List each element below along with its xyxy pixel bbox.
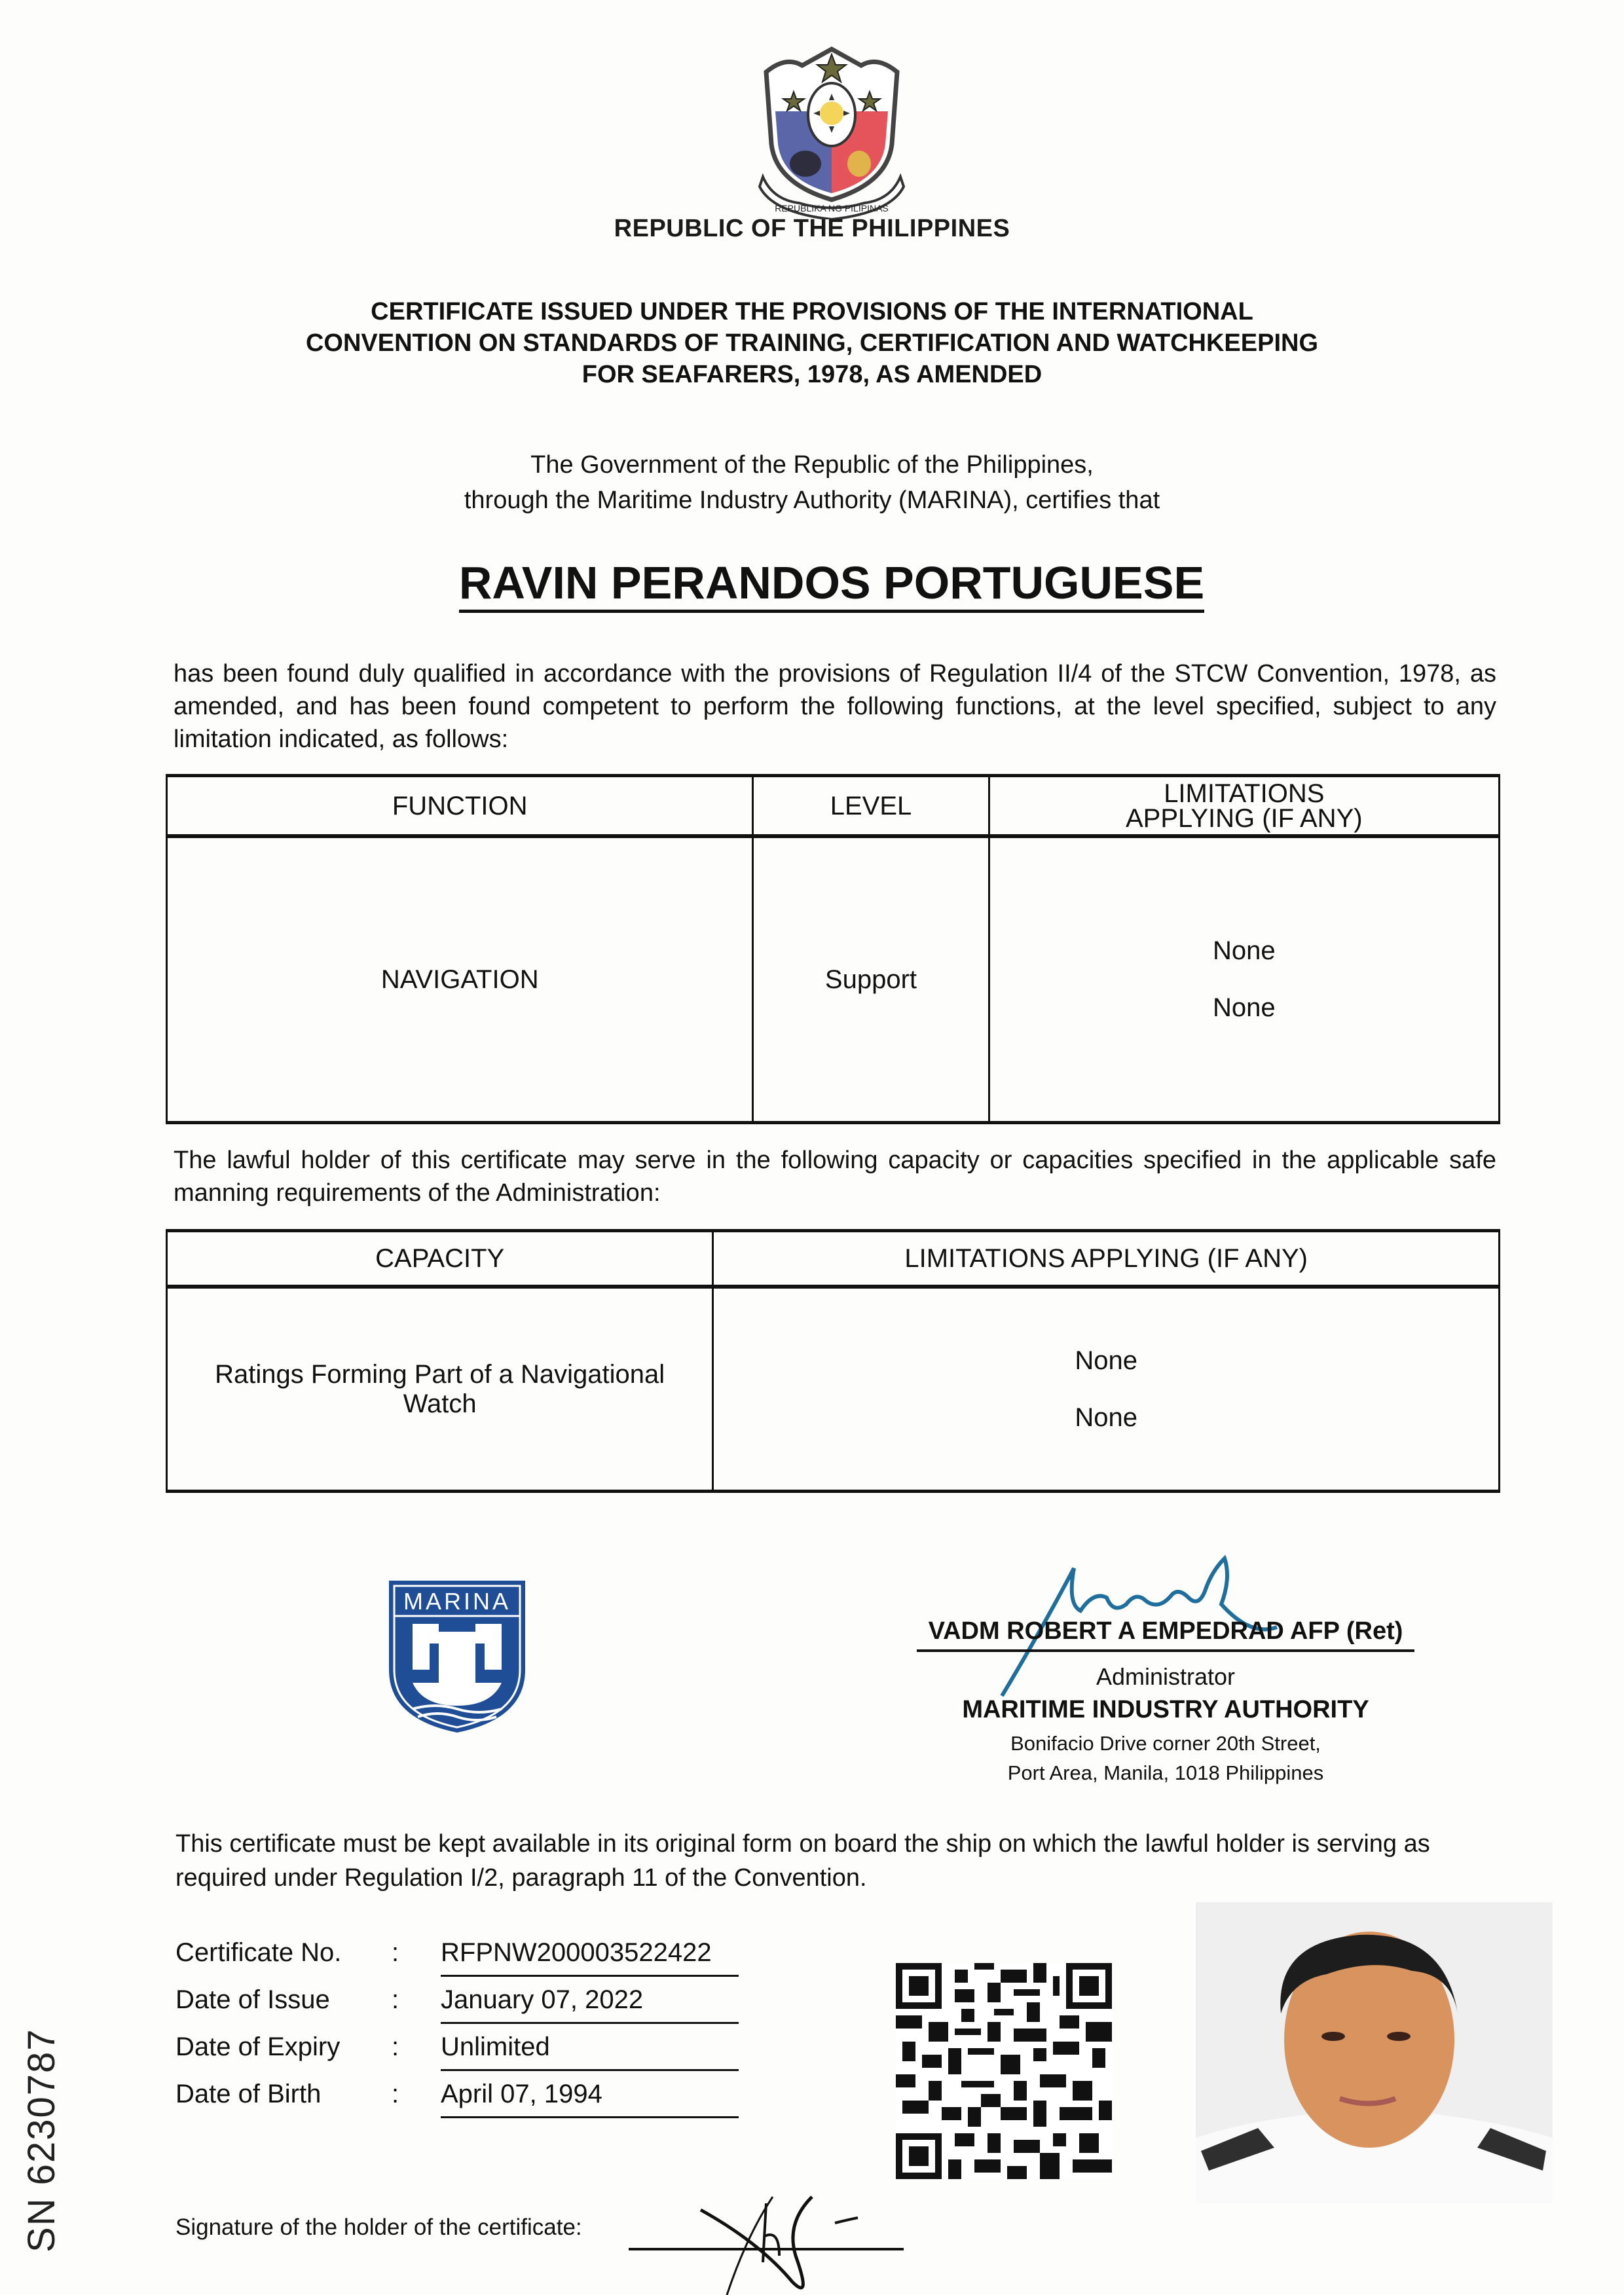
detail-label: Certificate No. [175,1938,342,1967]
detail-label: Date of Expiry [175,2032,341,2061]
functions-table-header [167,776,1500,837]
detail-date-of-issue [175,1985,765,2031]
detail-value: January 07, 2022 [441,1985,739,2024]
limitation-value: None [1212,936,1276,965]
certification-intro [0,447,1624,518]
holder-signature-icon [681,2184,877,2295]
detail-certificate-no [175,1938,765,1984]
header-limitations: LIMITATIONS APPLYING (IF ANY) [713,1231,1500,1287]
capacity-table-header [167,1231,1500,1287]
level-cell: Support [753,836,989,1123]
heading-line-1: CERTIFICATE ISSUED UNDER THE PROVISIONS OF THE INTERNATIONAL [371,298,1253,325]
organization-address [904,1729,1428,1788]
serial-number: SN 6230787 [20,2028,63,2252]
holder-name [0,557,1624,609]
detail-value: Unlimited [441,2032,739,2071]
table-row [167,1287,1500,1492]
heading-line-3: FOR SEAFARERS, 1978, AS AMENDED [581,361,1043,388]
svg-text:MARINA: MARINA [403,1588,511,1615]
detail-colon: : [392,1985,399,2014]
detail-colon: : [392,1938,399,1967]
issuing-organization: MARITIME INDUSTRY AUTHORITY [962,1696,1369,1723]
detail-date-of-expiry [175,2032,765,2078]
coat-of-arms-icon [747,36,917,219]
limitations-cell [989,836,1499,1123]
detail-label: Date of Birth [175,2080,322,2108]
address-line-2: Port Area, Manila, 1018 Philippines [1007,1761,1324,1784]
marina-logo-icon [386,1578,528,1735]
certificate-heading [0,296,1624,390]
header-limitations [989,776,1499,837]
header-capacity: CAPACITY [167,1231,713,1287]
svg-text:REPUBLIKA NG PILIPINAS: REPUBLIKA NG PILIPINAS [775,203,889,213]
holder-signature-label: Signature of the holder of the certificate: [175,2214,582,2240]
keep-on-board-notice: This certificate must be kept available in its original form on board the ship on which the lawful holder is serving as required under Regulation I/2, paragraph 11 of the Convention. [175,1830,1430,1892]
detail-colon: : [392,2080,399,2108]
signatory-title: Administrator [1096,1663,1236,1690]
limitation-value: None [1075,1403,1137,1432]
heading-line-2: CONVENTION ON STANDARDS OF TRAINING, CERTIFICATION AND WATCHKEEPING [305,329,1318,357]
address-line-1: Bonifacio Drive corner 20th Street, [1010,1732,1321,1755]
capacity-statement: The lawful holder of this certificate may serve in the following capacity or capacities specified in the applicable safe manning requirements of the Administration: [174,1147,1496,1207]
intro-line-1: The Government of the Republic of the Philippines, [530,451,1094,479]
functions-table [166,774,1500,1124]
country-name: REPUBLIC OF THE PHILIPPINES [614,215,1010,242]
header-limitations-line2: APPLYING (IF ANY) [1126,803,1363,833]
detail-value: April 07, 1994 [441,2080,739,2118]
capacity-line-2: Watch [403,1389,477,1418]
header-level: LEVEL [753,776,989,837]
detail-colon: : [392,2032,399,2061]
limitations-cell [713,1287,1500,1492]
header-limitations-line1: LIMITATIONS [1164,779,1325,808]
holder-photo [1196,1902,1553,2203]
detail-value: RFPNW200003522422 [441,1938,739,1977]
limitation-value: None [1075,1346,1137,1375]
function-cell: NAVIGATION [167,836,753,1123]
header-function: FUNCTION [167,776,753,837]
holder-name-text: RAVIN PERANDOS PORTUGUESE [459,557,1204,613]
detail-label: Date of Issue [175,1985,330,2014]
intro-line-2: through the Maritime Industry Authority (MARINA), certifies that [464,487,1160,514]
qr-code-icon[interactable] [896,1963,1112,2179]
capacity-cell [167,1287,713,1492]
capacity-line-1: Ratings Forming Part of a Navigational [215,1359,665,1389]
signatory-name: VADM ROBERT A EMPEDRAD AFP (Ret) [917,1617,1414,1652]
detail-date-of-birth [175,2080,765,2125]
table-row [167,836,1500,1123]
capacity-table [166,1229,1500,1493]
limitation-value: None [1212,993,1276,1022]
qualification-statement: has been found duly qualified in accordance with the provisions of Regulation II/4 of the STCW Convention, 1978, as amended, and has been found competent to perform the following functions, at the level specified, subject to any limitation indicated, as follows: [174,660,1496,753]
